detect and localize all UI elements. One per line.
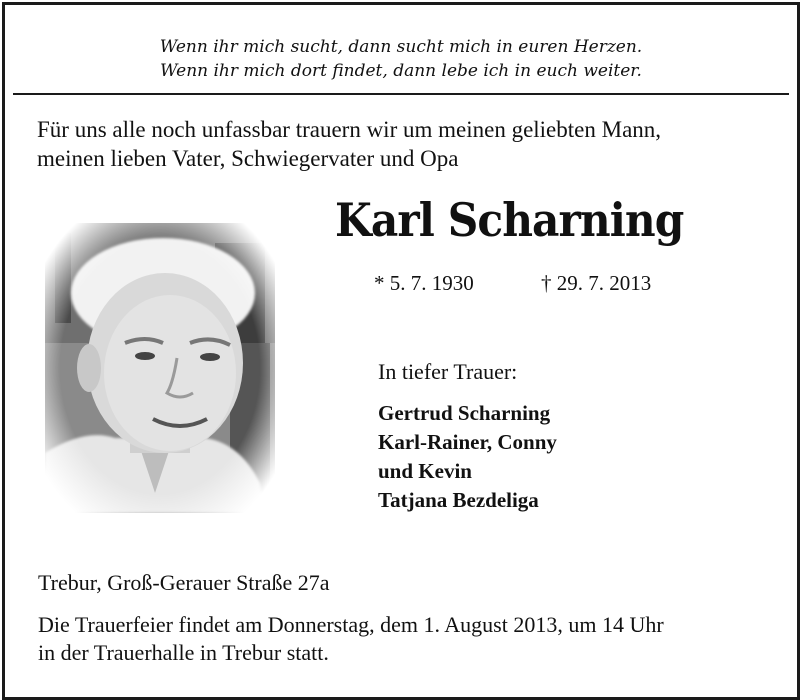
quote-line-1: Wenn ihr mich sucht, dann sucht mich in euren Herzen. bbox=[159, 37, 643, 57]
divider bbox=[13, 93, 789, 95]
ceremony-line-1: Die Trauerfeier findet am Donnerstag, dem 1. August 2013, um 14 Uhr bbox=[38, 612, 664, 637]
intro-line-2: meinen lieben Vater, Schwiegervater und Opa bbox=[37, 146, 459, 171]
mourner-line: Gertrud Scharning bbox=[378, 401, 551, 425]
mourner-line: und Kevin bbox=[378, 459, 472, 483]
deceased-name: Karl Scharning bbox=[335, 193, 684, 247]
mourner-line: Karl-Rainer, Conny bbox=[378, 430, 557, 454]
obituary-notice bbox=[2, 2, 800, 700]
family-address: Trebur, Groß-Gerauer Straße 27a bbox=[38, 570, 330, 595]
ceremony-line-2: in der Trauerhalle in Trebur statt. bbox=[38, 640, 329, 665]
intro-text bbox=[37, 115, 777, 173]
birth-date: * 5. 7. 1930 bbox=[374, 271, 474, 295]
mourners-list bbox=[378, 399, 557, 515]
mourning-label: In tiefer Trauer: bbox=[378, 359, 518, 384]
intro-line-1: Für uns alle noch unfassbar trauern wir um meinen geliebten Mann, bbox=[37, 117, 662, 142]
death-date: † 29. 7. 2013 bbox=[541, 271, 652, 295]
mourner-line: Tatjana Bezdeliga bbox=[378, 488, 539, 512]
memorial-quote bbox=[5, 35, 797, 83]
quote-line-2: Wenn ihr mich dort findet, dann lebe ich in euch weiter. bbox=[160, 61, 642, 81]
portrait-photo bbox=[45, 223, 275, 513]
ceremony-info bbox=[38, 611, 788, 667]
